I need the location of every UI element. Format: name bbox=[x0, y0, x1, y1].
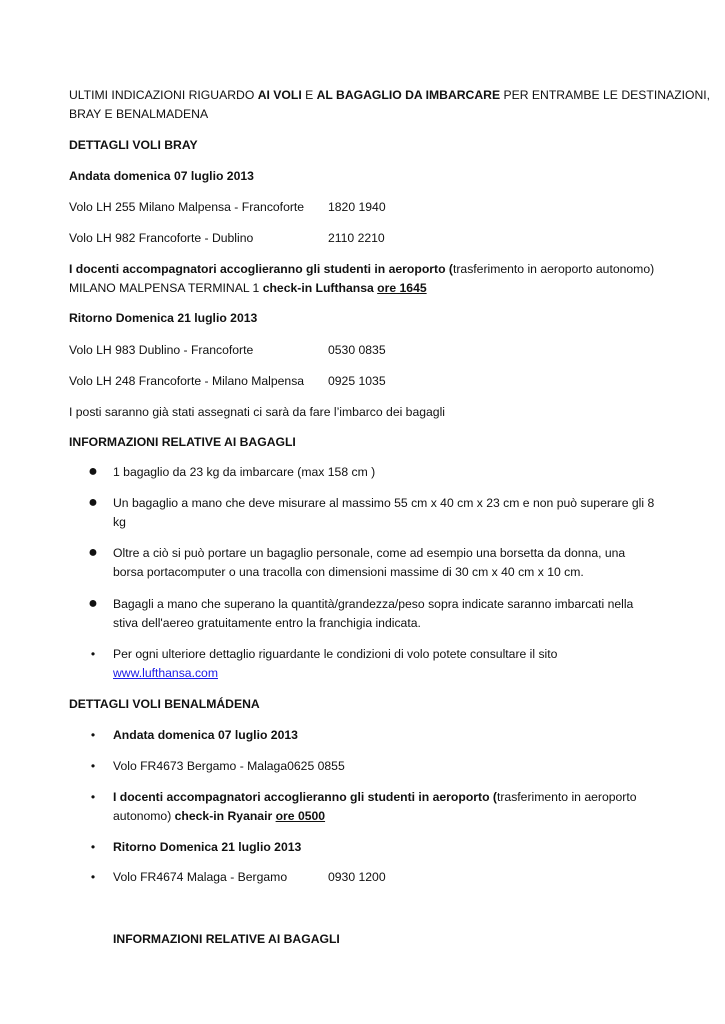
intro-text: ULTIMI INDICAZIONI RIGUARDO bbox=[69, 88, 258, 102]
list-item bbox=[113, 726, 658, 745]
intro-text: PER ENTRAMBE LE DESTINAZIONI, bbox=[500, 88, 711, 102]
list-item bbox=[113, 595, 658, 633]
bray-note: I posti saranno già stati assegnati ci sarà da fare l’imbarco dei bagagli bbox=[69, 405, 445, 419]
lufthansa-link[interactable]: www.lufthansa.com bbox=[113, 666, 218, 680]
bagagli-heading-text: INFORMAZIONI RELATIVE AI BAGAGLI bbox=[69, 435, 296, 449]
intro-bold-bagaglio: AL BAGAGLIO DA IMBARCARE bbox=[316, 88, 501, 102]
checkin-label: check-in Ryanair bbox=[174, 809, 276, 823]
meeting-rest: trasferimento in aeroporto bbox=[496, 790, 637, 804]
intro-line-2: BRAY E BENALMADENA bbox=[69, 107, 209, 121]
flight-route: Volo LH 983 Dublino - Francoforte bbox=[69, 343, 254, 357]
bullet-icon: • bbox=[90, 870, 96, 884]
meeting-rest: autonomo) bbox=[113, 809, 175, 823]
list-item bbox=[113, 838, 658, 857]
checkin-time: ore 0500 bbox=[275, 809, 326, 823]
bray-heading bbox=[69, 136, 669, 155]
bullet-icon: ● bbox=[88, 544, 98, 561]
flight-route: Volo LH 255 Milano Malpensa - Francoforte bbox=[69, 200, 305, 214]
list-item bbox=[113, 788, 658, 826]
terminal-text: MILANO MALPENSA TERMINAL 1 bbox=[69, 281, 263, 295]
bray-meeting-line-2 bbox=[69, 279, 669, 298]
checkin-time: ore 1645 bbox=[377, 281, 427, 295]
bray-heading-text: DETTAGLI VOLI BRAY bbox=[69, 138, 198, 152]
benalmadena-bagagli-heading-text: INFORMAZIONI RELATIVE AI BAGAGLI bbox=[113, 932, 340, 946]
intro-bold-voli: AI VOLI bbox=[257, 88, 302, 102]
bray-ritorno bbox=[69, 309, 669, 328]
benalmadena-heading bbox=[69, 695, 669, 714]
flight-route: Volo FR4673 Bergamo - Malaga bbox=[113, 759, 288, 773]
meeting-bold: I docenti accompagnatori accoglieranno gli studenti in aeroporto ( bbox=[69, 262, 453, 276]
bullet-icon: ● bbox=[88, 595, 98, 612]
bullet-icon: ● bbox=[88, 463, 98, 480]
benalmadena-andata: Andata domenica 07 luglio 2013 bbox=[113, 728, 298, 742]
list-item bbox=[113, 544, 658, 582]
intro-text: E bbox=[301, 88, 317, 102]
list-item-line: stiva dell'aereo gratuitamente entro la franchigia indicata. bbox=[113, 616, 421, 630]
list-item-line: Oltre a ciò si può portare un bagaglio personale, come ad esempio una borsetta da donna, una bbox=[113, 546, 626, 560]
flight-route: Volo FR4674 Malaga - Bergamo bbox=[113, 870, 288, 884]
bray-ritorno-text: Ritorno Domenica 21 luglio 2013 bbox=[69, 311, 258, 325]
flight-times: 2110 2210 bbox=[328, 231, 385, 245]
list-item: 1 bagaglio da 23 kg da imbarcare (max 158 cm ) bbox=[113, 465, 376, 479]
flight-times: 0930 1200 bbox=[328, 870, 386, 884]
list-item-line: Per ogni ulteriore dettaglio riguardante le condizioni di volo potete consultare il sito bbox=[113, 647, 558, 661]
checkin-label: check-in Lufthansa bbox=[262, 281, 378, 295]
flight-row bbox=[69, 372, 669, 391]
bray-andata bbox=[69, 167, 669, 186]
bullet-icon: • bbox=[90, 759, 96, 773]
bagagli-heading bbox=[69, 433, 669, 452]
flight-route: Volo LH 248 Francoforte - Milano Malpensa bbox=[69, 374, 305, 388]
flight-route: Volo LH 982 Francoforte - Dublino bbox=[69, 231, 254, 245]
bullet-icon: • bbox=[90, 728, 96, 742]
bullet-icon: • bbox=[90, 647, 96, 661]
flight-times: 0625 0855 bbox=[287, 759, 345, 773]
list-item bbox=[113, 757, 658, 776]
list-item bbox=[113, 645, 658, 683]
benalmadena-ritorno: Ritorno Domenica 21 luglio 2013 bbox=[113, 840, 302, 854]
benalmadena-bagagli-heading bbox=[113, 930, 658, 949]
meeting-rest: trasferimento in aeroporto autonomo) bbox=[452, 262, 655, 276]
list-item-line: kg bbox=[113, 515, 126, 529]
flight-times: 1820 1940 bbox=[328, 200, 386, 214]
bullet-icon: • bbox=[90, 840, 96, 854]
intro-line-1 bbox=[69, 86, 711, 105]
meeting-bold: I docenti accompagnatori accoglieranno gli studenti in aeroporto ( bbox=[113, 790, 497, 804]
list-item bbox=[113, 494, 658, 532]
flight-times: 0925 1035 bbox=[328, 374, 386, 388]
list-item-line: borsa portacomputer o una tracolla con dimensioni massime di 30 cm x 40 cm x 10 cm. bbox=[113, 565, 584, 579]
list-item-line: Un bagaglio a mano che deve misurare al massimo 55 cm x 40 cm x 23 cm e non può superare gli 8 bbox=[113, 496, 655, 510]
flight-row bbox=[69, 229, 669, 248]
list-item-line: Bagagli a mano che superano la quantità/grandezza/peso sopra indicate saranno imbarcati nella bbox=[113, 597, 634, 611]
list-item bbox=[113, 868, 658, 887]
flight-times: 0530 0835 bbox=[328, 343, 386, 357]
flight-row bbox=[69, 341, 669, 360]
bray-andata-text: Andata domenica 07 luglio 2013 bbox=[69, 169, 254, 183]
flight-row bbox=[69, 198, 669, 217]
bullet-icon: • bbox=[90, 790, 96, 804]
benalmadena-heading-text: DETTAGLI VOLI BENALMÁDENA bbox=[69, 697, 260, 711]
bray-meeting-line-1 bbox=[69, 260, 669, 279]
bullet-icon: ● bbox=[88, 494, 98, 511]
